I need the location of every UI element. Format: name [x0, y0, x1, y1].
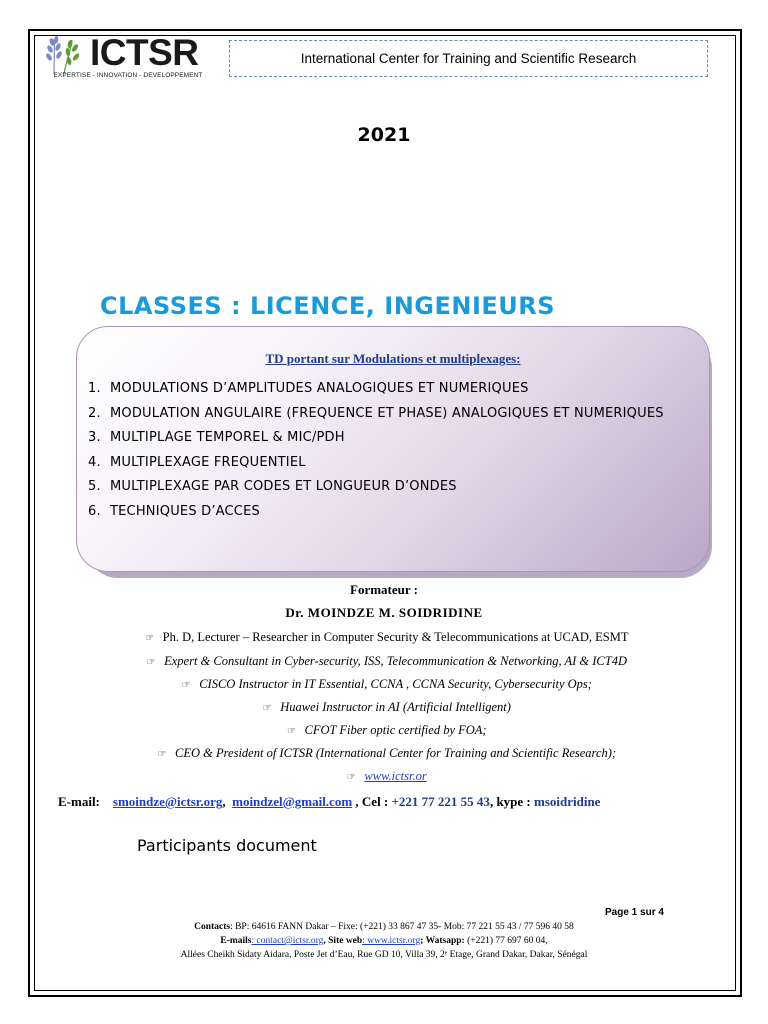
footer-watsapp-label: ; Watsapp: [420, 936, 465, 946]
logo-tagline: EXPERTISE - INNOVATION - DEVELOPPEMENT [53, 72, 203, 79]
pointing-hand-icon: ☞ [346, 772, 356, 783]
td-item-number: 1. [88, 381, 101, 396]
td-item-number: 5. [88, 479, 101, 494]
trainer-label: Formateur : [350, 582, 418, 597]
footer-emails [0, 936, 768, 946]
credential-line [0, 654, 768, 669]
cel-label: , Cel : [352, 794, 392, 809]
pointing-hand-icon: ☞ [262, 703, 272, 714]
footer-contacts-label: Contacts [194, 922, 231, 932]
email-link-2[interactable]: moindzel@gmail.com [232, 794, 353, 809]
credential-text: CISCO Instructor in IT Essential, CCNA , CCNA Security, Cybersecurity Ops; [199, 677, 592, 691]
td-topic-list [88, 377, 700, 524]
credential-line [0, 700, 768, 715]
td-list-item [88, 402, 700, 427]
td-item-text: MODULATION ANGULAIRE (FREQUENCE ET PHASE) ANALOGIQUES ET NUMERIQUES [110, 405, 664, 421]
credential-text: CFOT Fiber optic certified by FOA; [304, 723, 487, 737]
credential-line [0, 746, 768, 761]
document-year: 2021 [357, 124, 411, 146]
td-item-number: 2. [88, 405, 101, 421]
td-list-item [88, 377, 700, 402]
footer-site-link[interactable]: : www.ictsr.org [362, 936, 421, 946]
phone-number: +221 77 221 55 43 [391, 794, 490, 809]
email-label: E-mail: [58, 794, 100, 809]
credential-line [0, 630, 768, 645]
footer-address: Allées Cheikh Sidaty Aidara, Poste Jet d’Eau, Rue GD 10, Villa 39, 2ᵉ Etage, Grand Dakar, Dakar, Sénégal [180, 950, 588, 960]
pointing-hand-icon: ☞ [145, 633, 155, 644]
td-list-item [88, 426, 700, 451]
pointing-hand-icon: ☞ [146, 657, 156, 668]
footer-contacts [0, 922, 768, 932]
footer-watsapp-text: (+221) 77 697 60 04, [464, 936, 548, 946]
footer-contacts-text: : BP: 64616 FANN Dakar – Fixe: (+221) 33 867 47 35- Mob: 77 221 55 43 / 77 596 40 58 [230, 922, 574, 932]
page-number: Page 1 sur 4 [605, 907, 664, 918]
td-item-text: MULTIPLEXAGE PAR CODES ET LONGUEUR D’ONDES [110, 479, 457, 494]
credential-line [0, 677, 768, 692]
td-list-item [88, 475, 700, 500]
td-item-text: MULTIPLAGE TEMPOREL & MIC/PDH [110, 430, 345, 445]
header-org-name: International Center for Training and Scientific Research [300, 51, 637, 66]
kype-handle: msoidridine [534, 794, 601, 809]
trainer-name: Dr. MOINDZE M. SOIDRIDINE [285, 605, 483, 620]
credential-text: Huawei Instructor in AI (Artificial Intelligent) [280, 700, 511, 714]
footer-email-link[interactable]: : contact@ictsr.org [251, 936, 324, 946]
contact-line: E-mail: smoindze@ictsr.org, moindzel@gmail.com , Cel : +221 77 221 55 43, kype : msoidridine [58, 794, 601, 809]
header-org-box [229, 40, 708, 77]
credential-line [0, 769, 768, 784]
pointing-hand-icon: ☞ [181, 680, 191, 691]
wheat-leaves-icon [38, 36, 90, 76]
website-link[interactable]: www.ictsr.or [364, 769, 427, 783]
td-title: TD portant sur Modulations et multiplexages: [265, 351, 521, 366]
pointing-hand-icon: ☞ [157, 749, 167, 760]
logo-name: ICTSR [90, 32, 199, 73]
credential-text: CEO & President of ICTSR (International Center for Training and Scientific Research); [175, 746, 617, 760]
classes-title: CLASSES : LICENCE, INGENIEURS [100, 292, 556, 320]
participants-heading: Participants document [137, 836, 317, 855]
td-item-text: TECHNIQUES D’ACCES [110, 503, 260, 519]
ictsr-logo [38, 32, 216, 86]
td-item-text: MODULATIONS D’AMPLITUDES ANALOGIQUES ET NUMERIQUES [110, 381, 529, 396]
footer-emails-label: E-mails [220, 936, 252, 946]
footer-site-label: , Site web [323, 936, 363, 946]
td-list-item [88, 500, 700, 525]
pointing-hand-icon: ☞ [286, 726, 296, 737]
credential-line [0, 723, 768, 738]
td-list-item [88, 451, 700, 476]
td-item-number: 3. [88, 430, 101, 445]
kype-label: , kype : [489, 794, 534, 809]
td-item-number: 4. [88, 454, 101, 470]
td-item-number: 6. [88, 503, 101, 519]
td-item-text: MULTIPLEXAGE FREQUENTIEL [110, 454, 306, 470]
credential-text: Expert & Consultant in Cyber-security, ISS, Telecommunication & Networking, AI & ICT4D [164, 654, 628, 668]
credential-text: Ph. D, Lecturer – Researcher in Computer Security & Telecommunications at UCAD, ESMT [162, 630, 629, 644]
email-link-1[interactable]: smoindze@ictsr.org [112, 794, 223, 809]
